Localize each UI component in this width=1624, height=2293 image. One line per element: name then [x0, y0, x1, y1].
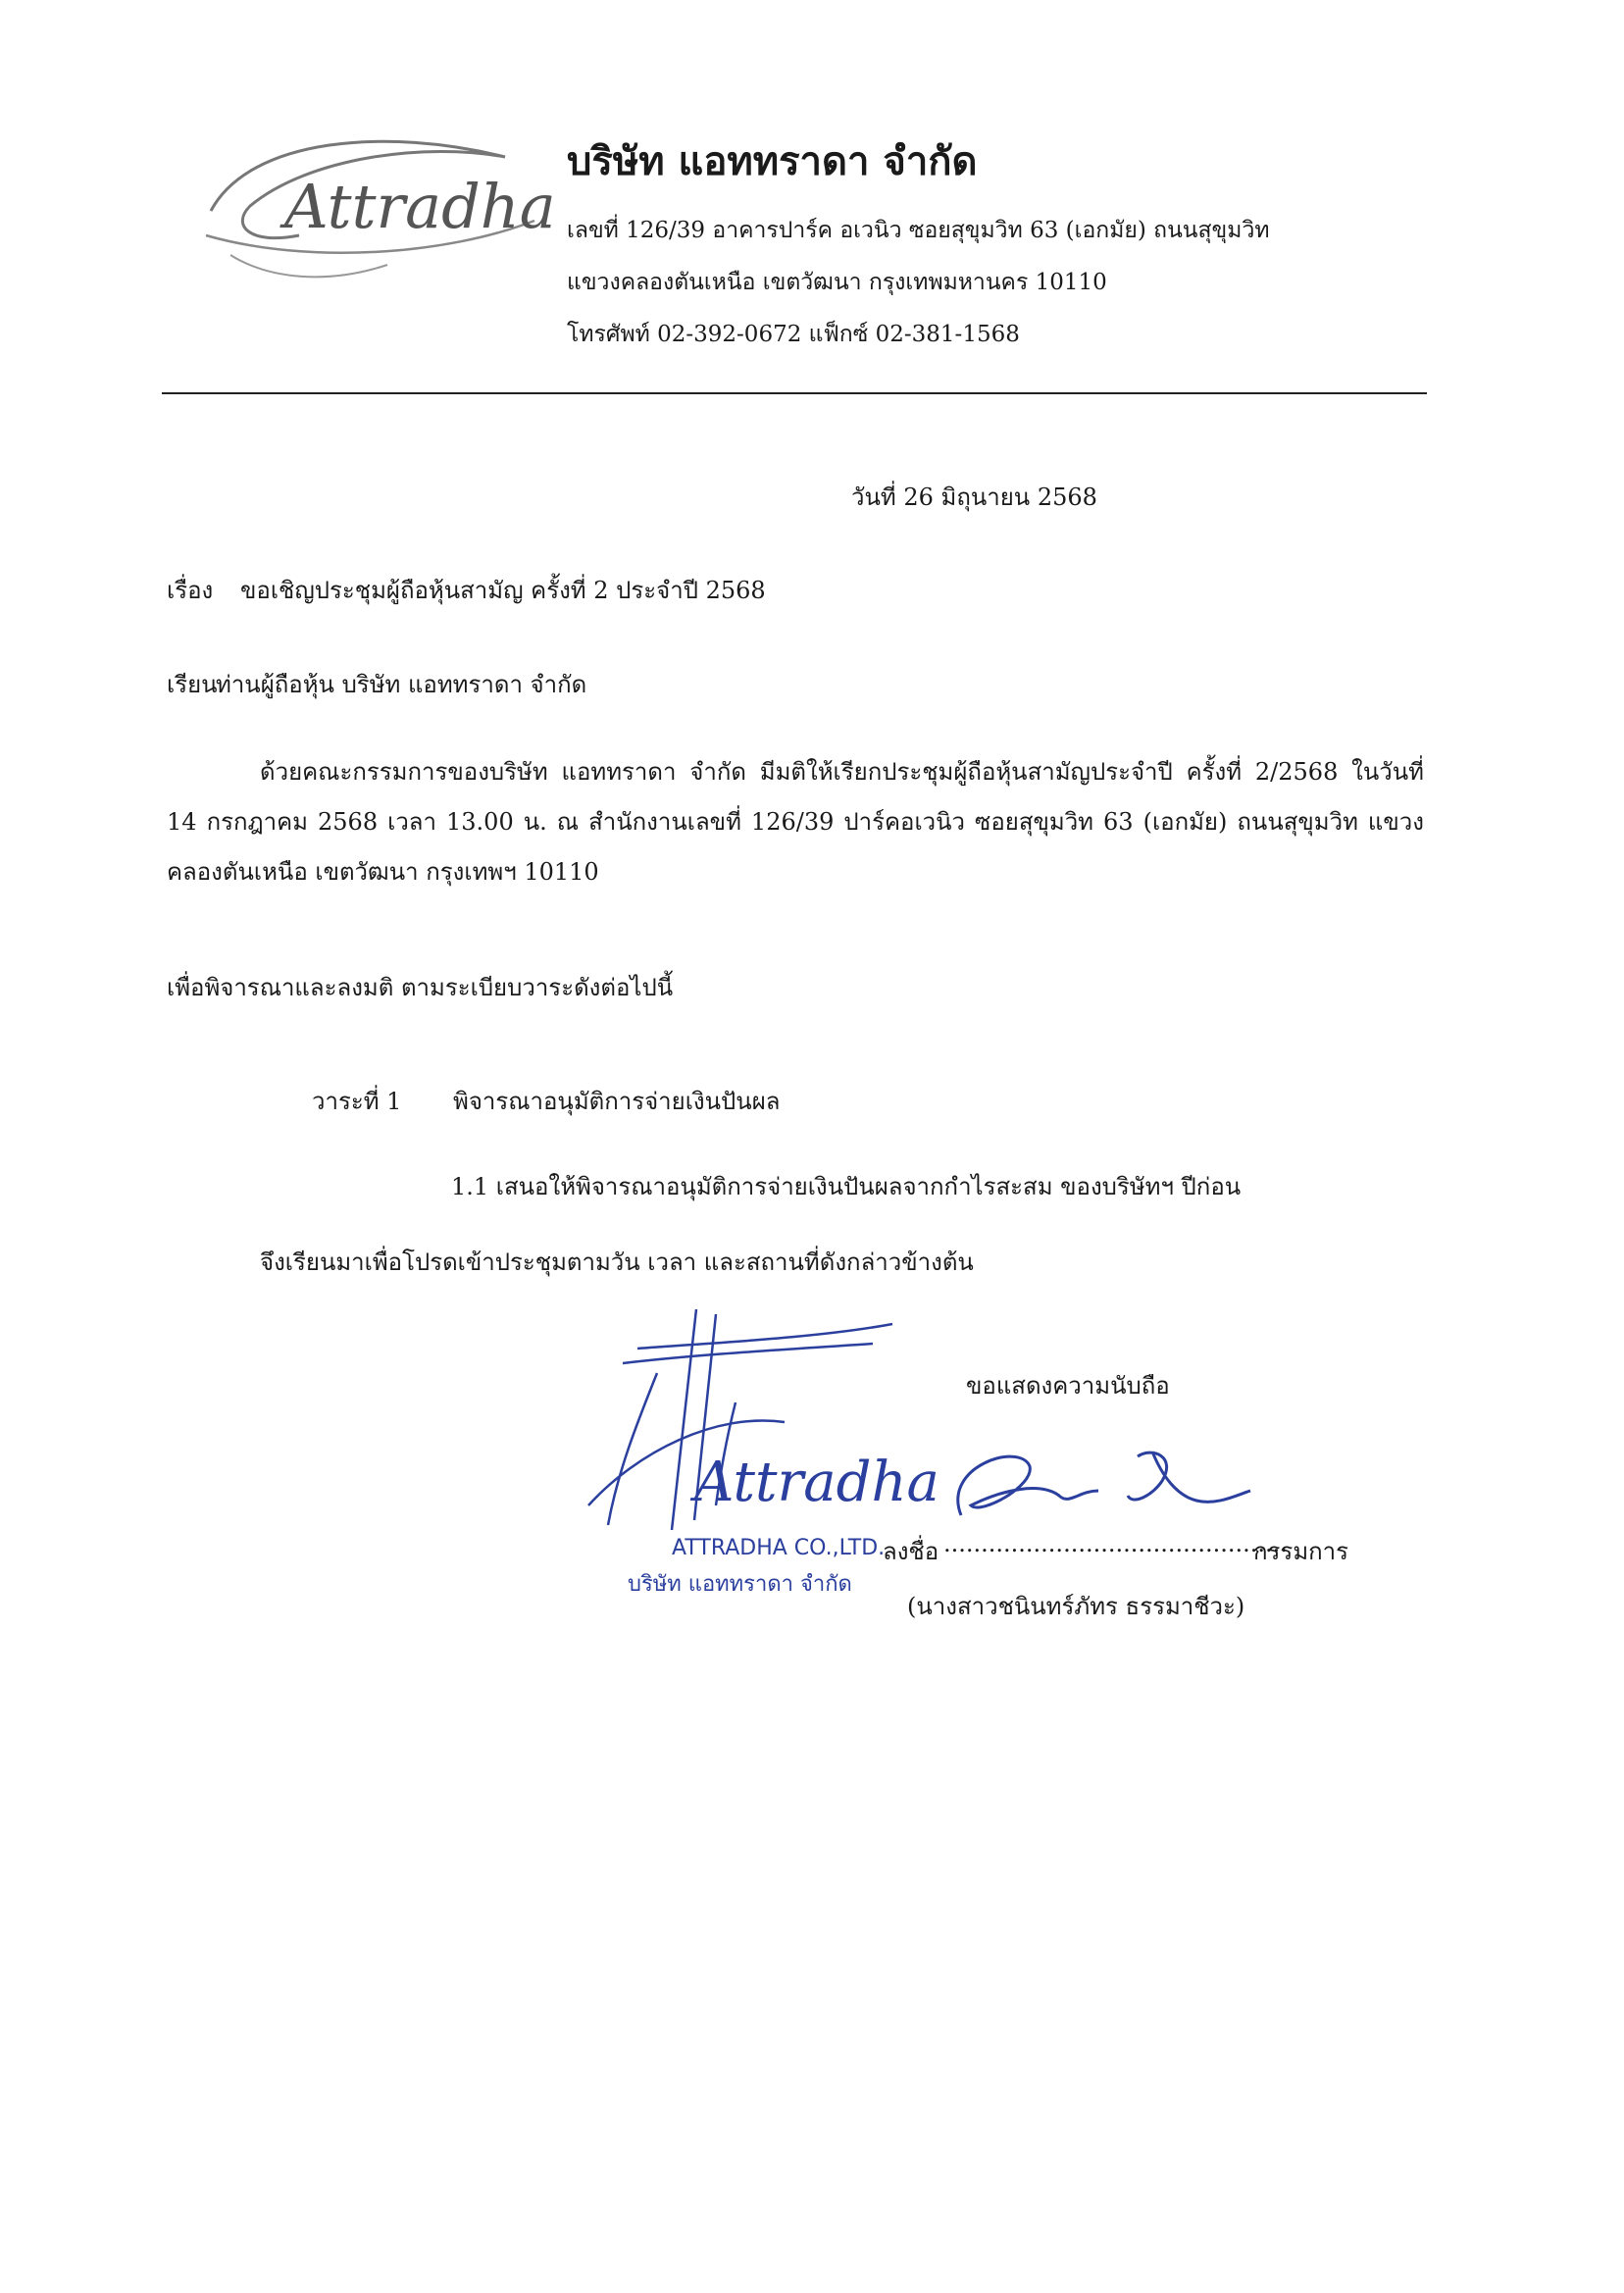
- company-name: บริษัท แอททราดา จำกัด: [567, 138, 978, 184]
- handwritten-signature: [941, 1437, 1255, 1545]
- regards-text: ขอแสดงความนับถือ: [966, 1372, 1170, 1400]
- agenda-label: วาระที่ 1: [312, 1088, 402, 1115]
- company-logo: [191, 118, 556, 294]
- letter-date: วันที่ 26 มิถุนายน 2568: [851, 484, 1097, 511]
- logo-text: Attradha: [284, 171, 556, 242]
- subject-text: ขอเชิญประชุมผู้ถือหุ้นสามัญ ครั้งที่ 2 ประจำปี 2568: [240, 577, 766, 604]
- subject-label: เรื่อง: [167, 577, 214, 604]
- company-address-line2: แขวงคลองตันเหนือ เขตวัฒนา กรุงเทพมหานคร 10110: [567, 270, 1107, 295]
- stamp-signature-text: Attradha: [694, 1451, 939, 1514]
- company-contact: โทรศัพท์ 02-392-0672 แฟ็กซ์ 02-381-1568: [567, 322, 1020, 347]
- signature-line: ..............................................: [943, 1530, 1288, 1557]
- body-text: ด้วยคณะกรรมการของบริษัท แอททราดา จำกัด มีมติให้เรียกประชุมผู้ถือหุ้นสามัญประจำปี ครั้งที่ 2/2568 ในวันที่ 14 กรกฎาคม 2568 เวลา 13.00 น. ณ สำนักงานเลขที่ 126/39 ปาร์คอเวนิว ซอยสุขุมวิท 63 (เอกมัย) ถนนสุขุมวิท แขวงคลองตันเหนือ เขตวัฒนา กรุงเทพฯ 10110: [167, 758, 1424, 886]
- purpose-line: เพื่อพิจารณาและลงมติ ตามระเบียบวาระดังต่อไปนี้: [167, 974, 674, 1001]
- recipient-label: เรียน: [167, 671, 218, 698]
- signer-name: (นางสาวชนินทร์ภัทร ธรรมาชีวะ): [907, 1593, 1245, 1620]
- company-address-line1: เลขที่ 126/39 อาคารปาร์ค อเวนิว ซอยสุขุมวิท 63 (เอกมัย) ถนนสุขุมวิท: [567, 218, 1270, 243]
- agenda-item-1-1: 1.1 เสนอให้พิจารณาอนุมัติการจ่ายเงินปันผลจากกำไรสะสม ของบริษัทฯ ปีก่อน: [451, 1173, 1242, 1200]
- body-paragraph: [167, 747, 1424, 897]
- recipient-text: ท่านผู้ถือหุ้น บริษัท แอททราดา จำกัด: [216, 671, 587, 698]
- agenda-title: พิจารณาอนุมัติการจ่ายเงินปันผล: [453, 1088, 781, 1115]
- sign-label: ลงชื่อ: [883, 1538, 939, 1565]
- signer-position: กรรมการ: [1253, 1538, 1349, 1565]
- header-divider: [162, 392, 1427, 394]
- stamp-english-name: ATTRADHA CO.,LTD.: [672, 1536, 886, 1560]
- closing-line: จึงเรียนมาเพื่อโปรดเข้าประชุมตามวัน เวลา และสถานที่ดังกล่าวข้างต้น: [260, 1248, 974, 1276]
- stamp-thai-name: บริษัท แอททราดา จำกัด: [628, 1572, 852, 1597]
